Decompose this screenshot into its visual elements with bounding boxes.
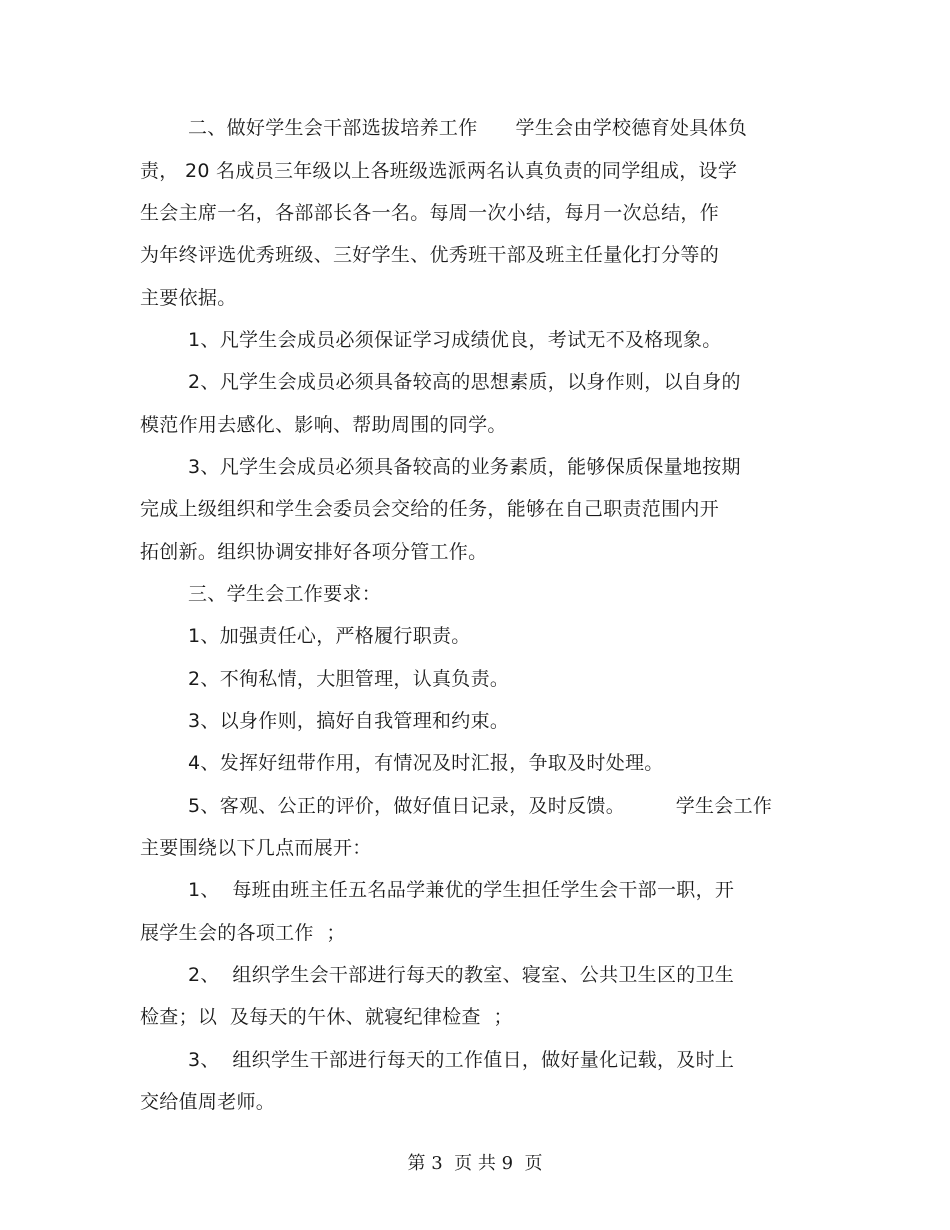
- paragraph-line: 模范作用去感化、影响、帮助周围的同学。: [140, 414, 507, 436]
- paragraph-line: 责， 20 名成员三年级以上各班级选派两名认真负责的同学组成，设学: [140, 160, 738, 182]
- list-item: 3、凡学生会成员必须具备较高的业务素质，能够保质保量地按期: [188, 456, 741, 478]
- paragraph-line: 展学生会的各项工作 ；: [140, 922, 346, 944]
- paragraph-line: 主要围绕以下几点而展开：: [140, 837, 372, 859]
- paragraph-line: 为年终评选优秀班级、三好学生、优秀班干部及班主任量化打分等的: [140, 244, 720, 266]
- list-item: 1、 每班由班主任五名品学兼优的学生担任学生会干部一职，开: [188, 879, 735, 901]
- section-heading: 三、学生会工作要求：: [188, 583, 382, 605]
- list-item: 2、 组织学生会干部进行每天的教室、寝室、公共卫生区的卫生: [188, 964, 735, 986]
- list-item: 5、客观、公正的评价，做好值日记录，及时反馈。 学生会工作: [188, 795, 773, 817]
- paragraph-line: 拓创新。组织协调安排好各项分管工作。: [140, 541, 488, 563]
- paragraph-line: 主要依据。: [140, 287, 237, 309]
- paragraph-line: 生会主席一名，各部部长各一名。每周一次小结，每月一次总结，作: [140, 202, 720, 224]
- list-item: 4、发挥好纽带作用，有情况及时汇报，争取及时处理。: [188, 752, 664, 774]
- list-item: 3、以身作则，搞好自我管理和约束。: [188, 710, 510, 732]
- paragraph-line: 检查；以 及每天的午休、就寝纪律检查 ；: [140, 1006, 513, 1028]
- list-item: 2、凡学生会成员必须具备较高的思想素质，以身作则，以自身的: [188, 371, 741, 393]
- paragraph-line: 二、做好学生会干部选拔培养工作 学生会由学校德育处具体负: [188, 117, 748, 139]
- paragraph-line: 交给值周老师。: [140, 1091, 276, 1113]
- paragraph-line: 完成上级组织和学生会委员会交给的任务，能够在自己职责范围内开: [140, 498, 720, 520]
- list-item: 1、加强责任心，严格履行职责。: [188, 625, 471, 647]
- list-item: 3、 组织学生干部进行每天的工作值日，做好量化记载，及时上: [188, 1049, 735, 1071]
- page-number-footer: 第 3 页 共 9 页: [407, 1153, 543, 1174]
- list-item: 2、不徇私情，大胆管理，认真负责。: [188, 668, 510, 690]
- list-item: 1、凡学生会成员必须保证学习成绩优良，考试无不及格现象。: [188, 329, 722, 351]
